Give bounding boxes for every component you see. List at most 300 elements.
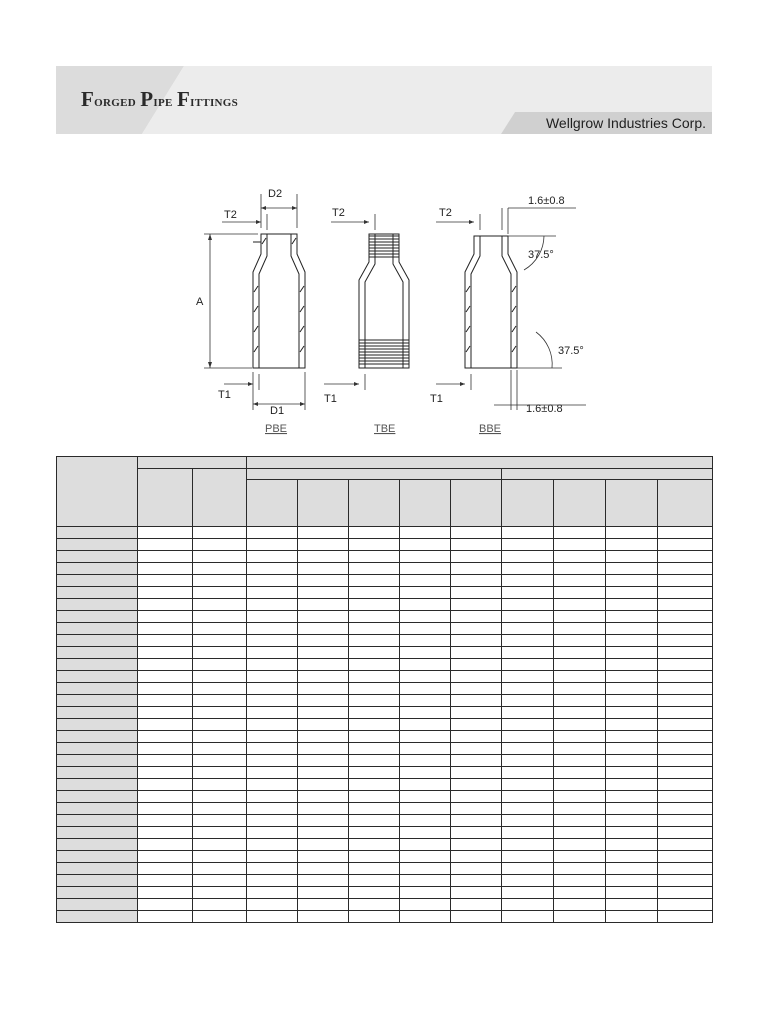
fitting-diagram (196, 184, 596, 441)
table-cell (554, 575, 606, 587)
table-cell (193, 911, 247, 923)
table-cell (298, 635, 349, 647)
table-cell (247, 779, 298, 791)
table-cell (193, 719, 247, 731)
table-cell (193, 659, 247, 671)
table-cell (554, 599, 606, 611)
table-row (57, 803, 713, 815)
dim-t1-tbe: T1 (324, 393, 337, 405)
table-cell (247, 599, 298, 611)
table-cell (451, 887, 502, 899)
table-cell (400, 803, 451, 815)
table-cell (606, 731, 658, 743)
table-cell (193, 743, 247, 755)
table-cell (138, 587, 193, 599)
table-cell (400, 671, 451, 683)
table-cell (138, 839, 193, 851)
table-cell (247, 539, 298, 551)
table-cell (349, 779, 400, 791)
table-cell (502, 587, 554, 599)
table-cell (606, 647, 658, 659)
table-cell (554, 527, 606, 539)
table-cell (400, 623, 451, 635)
table-cell (193, 731, 247, 743)
table-header-cell (193, 469, 247, 527)
table-header-cell (554, 480, 606, 527)
table-cell (451, 899, 502, 911)
table-cell (400, 587, 451, 599)
table-row-header-cell (57, 719, 138, 731)
table-cell (502, 803, 554, 815)
variant-label-pbe: PBE (265, 423, 288, 435)
table-cell (606, 767, 658, 779)
table-cell (193, 767, 247, 779)
table-cell (138, 719, 193, 731)
table-row-header-cell (57, 803, 138, 815)
table-row (57, 815, 713, 827)
table-cell (502, 647, 554, 659)
table-cell (349, 683, 400, 695)
table-cell (606, 743, 658, 755)
table-cell (349, 887, 400, 899)
table-cell (400, 815, 451, 827)
dim-land-top: 1.6±0.8 (528, 195, 565, 207)
table-cell (247, 647, 298, 659)
table-cell (138, 647, 193, 659)
table-cell (554, 863, 606, 875)
table-row (57, 755, 713, 767)
table-cell (606, 563, 658, 575)
table-cell (658, 695, 713, 707)
table-cell (554, 875, 606, 887)
table-cell (193, 671, 247, 683)
table-cell (193, 611, 247, 623)
table-row-header-cell (57, 707, 138, 719)
dim-t1-pbe: T1 (218, 389, 231, 401)
table-cell (658, 839, 713, 851)
tbe-fitting (359, 234, 409, 368)
table-cell (502, 623, 554, 635)
dim-t1-bbe: T1 (430, 393, 443, 405)
table-header-cell (247, 469, 502, 480)
table-cell (554, 755, 606, 767)
table-cell (554, 767, 606, 779)
table-cell (554, 779, 606, 791)
table-cell (451, 695, 502, 707)
table-cell (349, 659, 400, 671)
table-row (57, 707, 713, 719)
table-cell (554, 635, 606, 647)
table-cell (247, 695, 298, 707)
table-cell (349, 587, 400, 599)
table-cell (193, 839, 247, 851)
table-cell (349, 599, 400, 611)
table-cell (349, 791, 400, 803)
table-cell (554, 719, 606, 731)
dim-land-bottom: 1.6±0.8 (526, 403, 563, 415)
table-row (57, 587, 713, 599)
table-cell (658, 611, 713, 623)
table-cell (451, 527, 502, 539)
table-cell (138, 635, 193, 647)
table-cell (349, 911, 400, 923)
table-cell (298, 863, 349, 875)
table-cell (298, 623, 349, 635)
table-row (57, 851, 713, 863)
table-row-header-cell (57, 539, 138, 551)
table-cell (193, 551, 247, 563)
table-cell (606, 803, 658, 815)
table-cell (502, 527, 554, 539)
table-cell (606, 587, 658, 599)
table-cell (247, 911, 298, 923)
table-cell (658, 719, 713, 731)
header-banner (56, 66, 712, 134)
table-cell (138, 551, 193, 563)
table-cell (451, 683, 502, 695)
table-cell (349, 899, 400, 911)
table-cell (193, 755, 247, 767)
table-cell (554, 611, 606, 623)
table-cell (400, 887, 451, 899)
table-cell (451, 731, 502, 743)
table-cell (298, 731, 349, 743)
table-cell (502, 791, 554, 803)
table-row (57, 731, 713, 743)
dimensions-table (56, 456, 713, 923)
table-cell (138, 803, 193, 815)
table-row-header-cell (57, 599, 138, 611)
table-cell (451, 539, 502, 551)
table-cell (247, 623, 298, 635)
dim-angle-top: 37.5° (528, 249, 554, 261)
table-cell (451, 719, 502, 731)
table-cell (349, 767, 400, 779)
table-cell (554, 851, 606, 863)
table-cell (138, 671, 193, 683)
table-cell (502, 575, 554, 587)
table-cell (298, 767, 349, 779)
table-cell (138, 731, 193, 743)
table-cell (298, 827, 349, 839)
table-cell (658, 587, 713, 599)
table-cell (606, 623, 658, 635)
table-cell (193, 707, 247, 719)
table-row (57, 575, 713, 587)
table-cell (658, 635, 713, 647)
table-cell (658, 779, 713, 791)
table-cell (502, 683, 554, 695)
table-cell (451, 767, 502, 779)
table-cell (606, 659, 658, 671)
table-cell (349, 863, 400, 875)
table-cell (400, 779, 451, 791)
table-cell (400, 611, 451, 623)
table-cell (400, 863, 451, 875)
table-row (57, 539, 713, 551)
table-cell (298, 743, 349, 755)
table-cell (193, 779, 247, 791)
table-cell (400, 839, 451, 851)
table-cell (349, 755, 400, 767)
table-cell (138, 527, 193, 539)
table-row-header-cell (57, 839, 138, 851)
table-cell (247, 875, 298, 887)
table-cell (193, 575, 247, 587)
table-cell (554, 647, 606, 659)
table-cell (554, 695, 606, 707)
table-cell (349, 707, 400, 719)
table-row (57, 791, 713, 803)
table-cell (554, 587, 606, 599)
table-cell (247, 527, 298, 539)
table-row (57, 827, 713, 839)
table-cell (451, 659, 502, 671)
table-cell (298, 599, 349, 611)
table-cell (451, 743, 502, 755)
table-cell (502, 839, 554, 851)
table-cell (298, 551, 349, 563)
dim-angle-bottom: 37.5° (558, 345, 584, 357)
table-cell (502, 767, 554, 779)
table-cell (606, 719, 658, 731)
table-header-row (57, 469, 713, 480)
table-cell (349, 743, 400, 755)
table-cell (400, 791, 451, 803)
table-cell (502, 635, 554, 647)
table-cell (349, 551, 400, 563)
table-cell (400, 743, 451, 755)
table-cell (658, 731, 713, 743)
table-cell (298, 875, 349, 887)
table-cell (349, 815, 400, 827)
table-cell (193, 683, 247, 695)
table-header-cell (138, 457, 247, 469)
table-cell (298, 683, 349, 695)
table-cell (247, 563, 298, 575)
table-cell (606, 539, 658, 551)
table-cell (606, 611, 658, 623)
table-cell (451, 611, 502, 623)
table-cell (606, 527, 658, 539)
table-cell (554, 791, 606, 803)
table-cell (349, 635, 400, 647)
table-row (57, 563, 713, 575)
table-cell (451, 827, 502, 839)
table-row (57, 863, 713, 875)
table-cell (193, 803, 247, 815)
table-cell (400, 551, 451, 563)
table-row-header-cell (57, 767, 138, 779)
table-cell (247, 887, 298, 899)
table-cell (658, 527, 713, 539)
table-cell (247, 827, 298, 839)
table-header-cell (502, 469, 713, 480)
table-cell (298, 899, 349, 911)
table-cell (554, 911, 606, 923)
table-cell (554, 563, 606, 575)
table-row-header-cell (57, 551, 138, 563)
table-cell (400, 683, 451, 695)
table-cell (247, 899, 298, 911)
table-header-cell (57, 457, 138, 527)
table-cell (606, 827, 658, 839)
table-cell (349, 575, 400, 587)
table-cell (658, 575, 713, 587)
table-header-cell (349, 480, 400, 527)
dim-a: A (196, 296, 204, 308)
table-cell (138, 659, 193, 671)
table-cell (193, 587, 247, 599)
table-cell (247, 839, 298, 851)
dim-t2-tbe: T2 (332, 207, 345, 219)
table-cell (658, 647, 713, 659)
table-cell (138, 695, 193, 707)
table-cell (298, 587, 349, 599)
table-cell (193, 527, 247, 539)
table-cell (502, 731, 554, 743)
table-cell (400, 827, 451, 839)
table-cell (658, 899, 713, 911)
table-cell (138, 755, 193, 767)
table-row (57, 695, 713, 707)
dim-d1: D1 (270, 405, 285, 417)
variant-label-tbe: TBE (374, 423, 396, 435)
table-cell (606, 899, 658, 911)
table-header-cell (400, 480, 451, 527)
table-row-header-cell (57, 743, 138, 755)
table-cell (298, 611, 349, 623)
table-cell (193, 599, 247, 611)
table-cell (502, 719, 554, 731)
table-cell (193, 863, 247, 875)
table-header-cell (451, 480, 502, 527)
table-cell (247, 767, 298, 779)
table-cell (502, 695, 554, 707)
table-cell (138, 611, 193, 623)
table-row-header-cell (57, 851, 138, 863)
table-cell (658, 707, 713, 719)
table-row (57, 875, 713, 887)
table-cell (193, 875, 247, 887)
table-row-header-cell (57, 635, 138, 647)
table-header-cell (606, 480, 658, 527)
table-cell (554, 803, 606, 815)
table-cell (400, 563, 451, 575)
table-cell (554, 887, 606, 899)
table-cell (451, 647, 502, 659)
table-cell (658, 803, 713, 815)
table-cell (606, 779, 658, 791)
table-cell (247, 755, 298, 767)
table-cell (298, 791, 349, 803)
table-cell (451, 815, 502, 827)
table-cell (606, 863, 658, 875)
table-header-cell (247, 480, 298, 527)
table-row (57, 767, 713, 779)
table-header-cell (138, 469, 193, 527)
table-cell (606, 575, 658, 587)
table-row-header-cell (57, 887, 138, 899)
table-header-cell (658, 480, 713, 527)
table-row-header-cell (57, 659, 138, 671)
table-cell (349, 563, 400, 575)
table-cell (658, 743, 713, 755)
table-cell (658, 791, 713, 803)
table-cell (658, 599, 713, 611)
table-cell (451, 707, 502, 719)
table-cell (400, 911, 451, 923)
company-name: Wellgrow Industries Corp. (545, 115, 706, 131)
table-cell (138, 911, 193, 923)
table-row (57, 839, 713, 851)
table-cell (193, 695, 247, 707)
table-cell (658, 683, 713, 695)
table-cell (138, 563, 193, 575)
table-cell (298, 851, 349, 863)
table-cell (193, 539, 247, 551)
table-cell (658, 911, 713, 923)
table-cell (451, 551, 502, 563)
table-cell (138, 539, 193, 551)
table-cell (658, 659, 713, 671)
table-cell (502, 863, 554, 875)
table-cell (247, 743, 298, 755)
table-cell (193, 791, 247, 803)
table-cell (400, 647, 451, 659)
table-cell (138, 791, 193, 803)
table-cell (138, 899, 193, 911)
table-cell (400, 539, 451, 551)
table-cell (138, 863, 193, 875)
table-row (57, 887, 713, 899)
table-cell (502, 899, 554, 911)
table-cell (193, 851, 247, 863)
table-cell (451, 575, 502, 587)
table-cell (138, 827, 193, 839)
table-row-header-cell (57, 683, 138, 695)
table-cell (606, 551, 658, 563)
table-cell (451, 587, 502, 599)
table-cell (658, 827, 713, 839)
table-row (57, 659, 713, 671)
table-cell (193, 887, 247, 899)
table-row-header-cell (57, 911, 138, 923)
table-cell (138, 875, 193, 887)
table-cell (451, 779, 502, 791)
table-cell (247, 551, 298, 563)
table-cell (298, 755, 349, 767)
table-row-header-cell (57, 563, 138, 575)
table-cell (298, 671, 349, 683)
table-cell (554, 623, 606, 635)
table-cell (554, 731, 606, 743)
table-row (57, 599, 713, 611)
table-row-header-cell (57, 791, 138, 803)
table-cell (502, 611, 554, 623)
table-cell (451, 803, 502, 815)
table-cell (554, 551, 606, 563)
table-cell (247, 863, 298, 875)
table-row (57, 683, 713, 695)
table-cell (138, 707, 193, 719)
table-cell (502, 659, 554, 671)
table-row-header-cell (57, 611, 138, 623)
table-cell (554, 707, 606, 719)
table-cell (298, 779, 349, 791)
table-cell (298, 707, 349, 719)
table-cell (554, 659, 606, 671)
